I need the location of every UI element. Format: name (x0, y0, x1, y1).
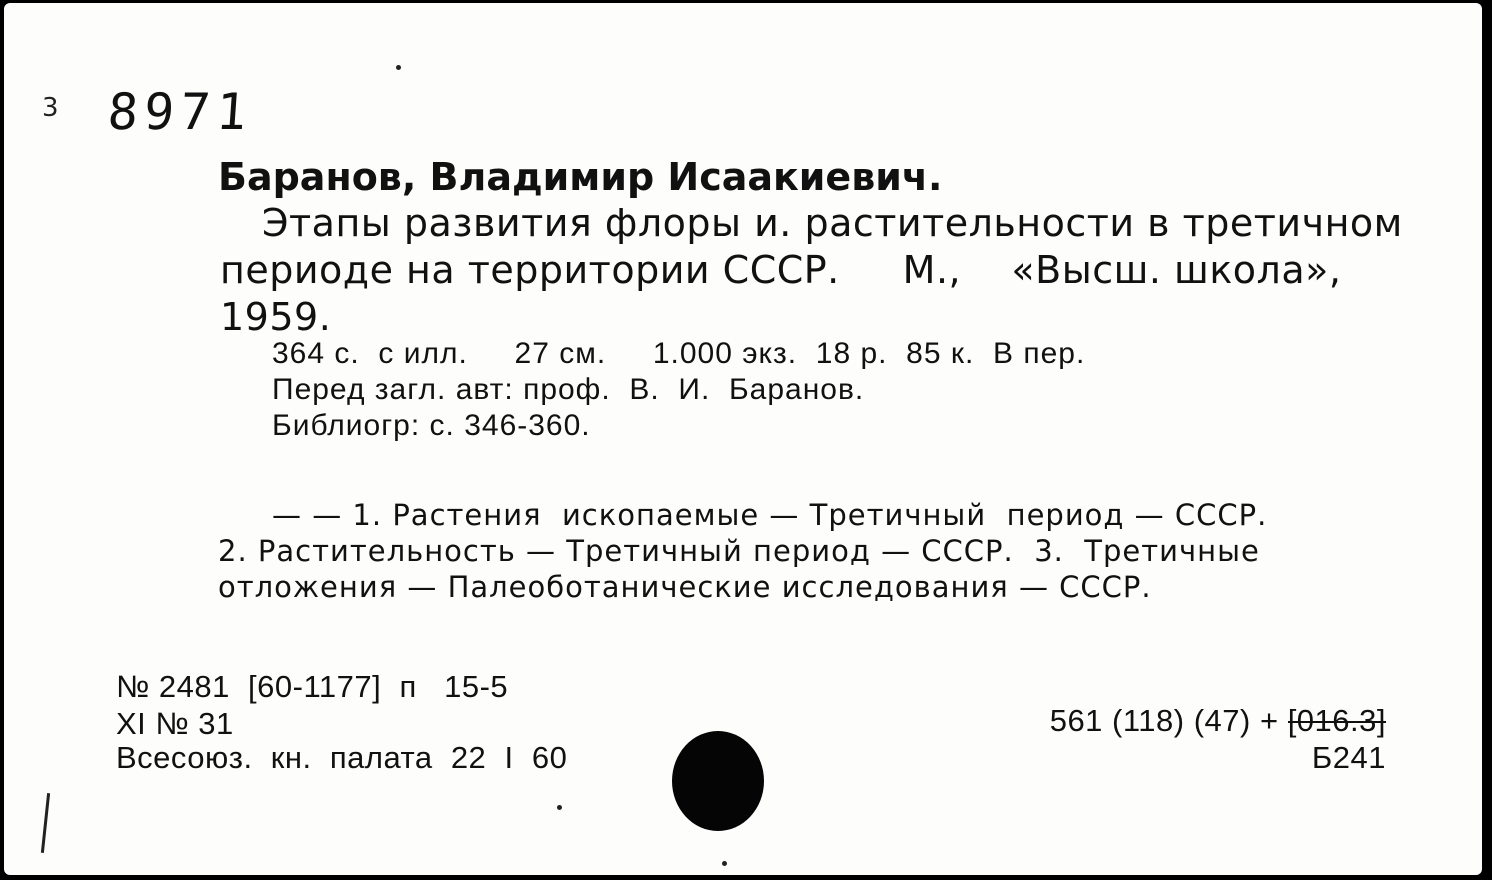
speck (396, 65, 401, 70)
title-line-1: Этапы развития флоры и. растительности в третичном (262, 201, 1403, 245)
udc-code: 561 (118) (47) + (1049, 703, 1288, 738)
subject-line-3: отложения — Палеоботанические исследования — СССР. (218, 570, 1152, 604)
order-number: № 2481 [60-1177] п 15-5 (116, 669, 509, 704)
title-line-3: 1959. (220, 295, 332, 339)
details-line-1: 364 с. с илл. 27 см. 1.000 экз. 18 р. 85 к. В пер. (272, 337, 1086, 370)
author-heading: Баранов, Владимир Исаакиевич. (218, 155, 943, 199)
classification-code (1050, 703, 1386, 739)
subject-line-1: — — 1. Растения ископаемые — Третичный период — СССР. (272, 498, 1268, 532)
subject-line-2: 2. Растительность — Третичный период — СССР. 3. Третичные (218, 534, 1260, 568)
issue-number: XI № 31 (116, 706, 234, 741)
catalog-card (4, 3, 1482, 875)
cutter-number: Б241 (1311, 740, 1386, 775)
title-line-2: периоде на территории СССР. М., «Высш. школа», (220, 248, 1342, 292)
details-line-3: Библиогр: с. 346-360. (272, 409, 591, 442)
details-line-2: Перед загл. авт: проф. В. И. Баранов. (272, 373, 865, 406)
speck (722, 861, 727, 866)
margin-stroke (41, 793, 50, 853)
shelf-number: 8971 (105, 83, 255, 141)
margin-mark: 3 (42, 93, 59, 123)
punch-hole (672, 731, 764, 831)
chamber-stamp: Всесоюз. кн. палата 22 I 60 (116, 740, 568, 775)
struck-code: [016.3] (1287, 703, 1386, 738)
speck (557, 805, 562, 810)
